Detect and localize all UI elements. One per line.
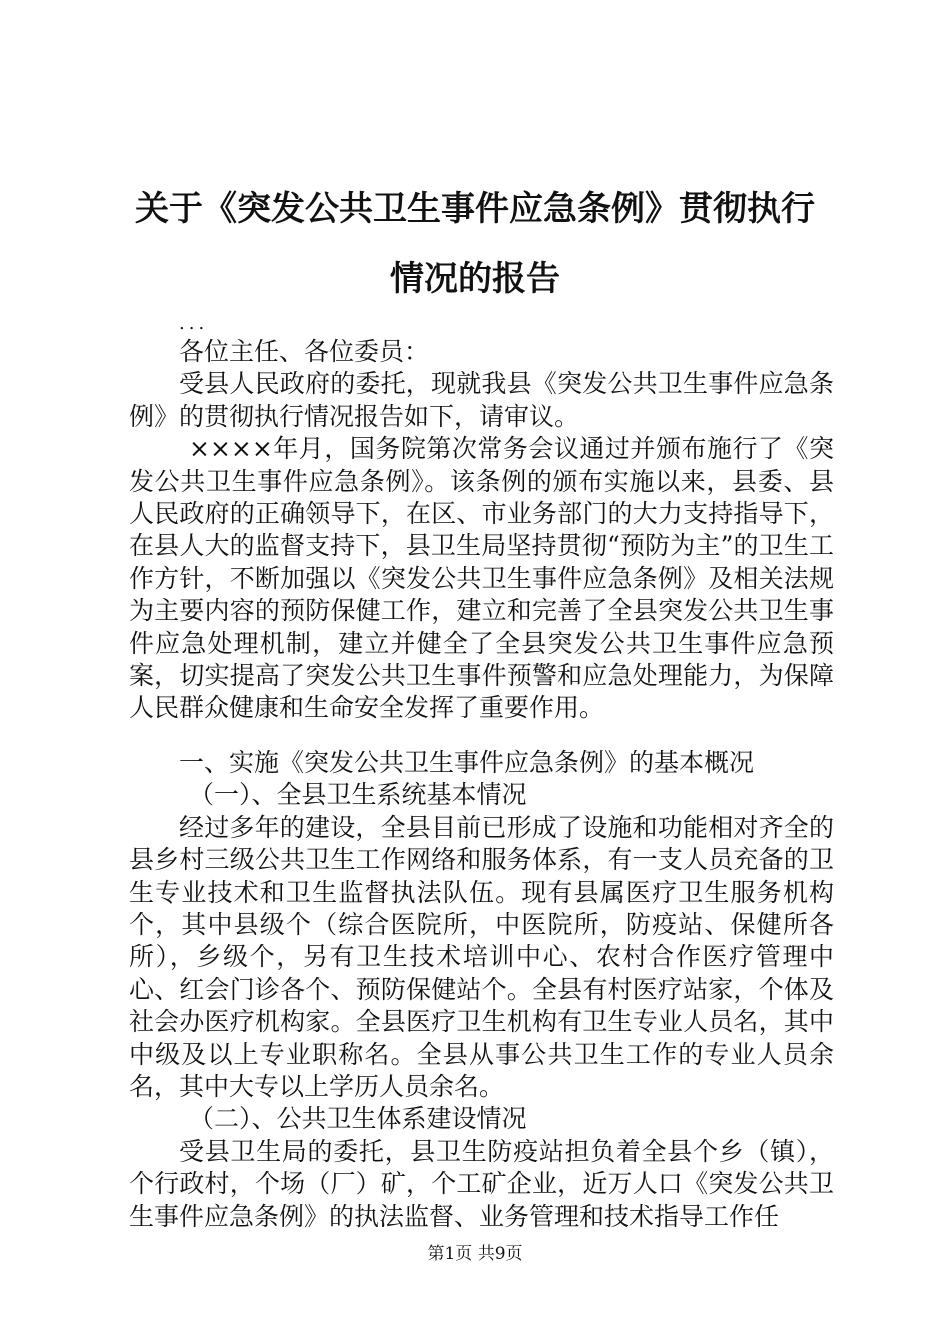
paragraph-background: ××××年月，国务院第次常务会议通过并颁布施行了《突发公共卫生事件应急条例》。该条例的颁布实施以来，县委、县人民政府的正确领导下，在区、市业务部门的大力支持指导下，在县人大的监督支持下，县卫生局坚持贯彻“预防为主”的卫生工作方针，不断加强以《突发公共卫生事件应急条例》及相关法规为主要内容的预防保健工作，建立和完善了全县突发公共卫生事件应急处理机制，建立并健全了全县突发公共卫生事件应急预案，切实提高了突发公共卫生事件预警和应急处理能力，为保障人民群众健康和生命安全发挥了重要作用。 [129, 434, 834, 723]
title-line-1: 关于《突发公共卫生事件应急条例》贯彻执行 [135, 189, 815, 229]
title-line-2: 情况的报告 [390, 259, 560, 299]
document-title [100, 174, 850, 314]
page-number-footer: 第1页 共9页 [427, 1244, 523, 1264]
document-body [129, 312, 834, 1233]
subsection-heading-1: （一）、全县卫生系统基本情况 [189, 780, 527, 810]
salutation: 各位主任、各位委员： [179, 337, 430, 366]
paragraph-system-construction: 受县卫生局的委托，县卫生防疫站担负着全县个乡（镇），个行政村，个场（厂）矿，个工矿企业，近万人口《突发公共卫生事件应急条例》的执法监督、业务管理和技术指导工作任 [129, 1136, 834, 1231]
section-heading-1: 一、实施《突发公共卫生事件应急条例》的基本概况 [179, 747, 755, 777]
paragraph-intro: 受县人民政府的委托，现就我县《突发公共卫生事件应急条例》的贯彻执行情况报告如下，请审议。 [129, 369, 834, 431]
ellipsis-marker: ... [179, 313, 209, 334]
paragraph-gap [129, 725, 834, 747]
paragraph-system-overview: 经过多年的建设，全县目前已形成了设施和功能相对齐全的县乡村三级公共卫生工作网络和服务体系，有一支人员充备的卫生专业技术和卫生监督执法队伍。现有县属医疗卫生服务机构个，其中县级个（综合医院所，中医院所，防疫站、保健所各所），乡级个，另有卫生技术培训中心、农村合作医疗管理中心、红会门诊各个、预防保健站个。全县有村医疗站家，个体及社会办医疗机构家。全县医疗卫生机构有卫生专业人员名，其中中级及以上专业职称名。全县从事公共卫生工作的专业人员余名，其中大专以上学历人员余名。 [129, 812, 834, 1101]
subsection-heading-2: （二）、公共卫生体系建设情况 [189, 1104, 527, 1134]
